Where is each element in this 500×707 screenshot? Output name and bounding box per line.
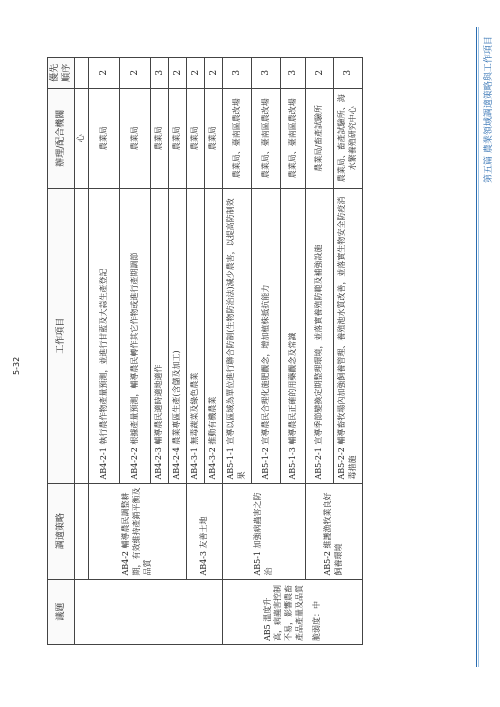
- task-cell: [75, 188, 89, 483]
- task-cell: AB5-2-2 輔導畜牧場內加強飼養管理、養殖池水質改善，並落實生物安全防疫消毒措施: [334, 188, 363, 483]
- table-row: [223, 58, 252, 645]
- priority-cell: 2: [187, 58, 205, 89]
- col-header-issue: 議題: [48, 579, 75, 644]
- task-cell: AB5-1-3 輔導農民正確的用藥觀念及常識: [281, 188, 306, 483]
- strategy-cell: AB4-2 輔導農民調整耕期，有效維持產銷平衡及品質: [89, 483, 187, 579]
- agency-cell: 農業局、臺南區農改場: [252, 88, 281, 188]
- priority-cell: 3: [281, 58, 306, 89]
- agency-cell: 農業局: [187, 88, 205, 188]
- agency-cell: 農業局、臺南區農改場: [223, 88, 252, 188]
- strategy-table: [47, 57, 363, 645]
- col-header-task: 工作項目: [48, 188, 75, 483]
- table-row: [75, 58, 89, 645]
- task-cell: AB4-2-4 農業專區生產(含儲及加工): [169, 188, 187, 483]
- col-header-agency: 辦理/配合機關: [48, 88, 75, 188]
- task-cell: AB4-2-2 根據產量預測，輔導農民轉作其它作物或進行產期調節: [120, 188, 151, 483]
- agency-cell: 農業局、臺南區農改場: [281, 88, 306, 188]
- priority-cell: 3: [252, 58, 281, 89]
- task-cell: AB5-2-1 宣導季節變換定期整理環境，並落實養殖防範及補強設施: [306, 188, 334, 483]
- task-cell: AB4-3-1 無毒蔬菜及綠色農業: [187, 188, 205, 483]
- agency-cell: 農業局: [89, 88, 120, 188]
- task-cell: AB4-2-1 執行農作物產量預測，並進行甘藍及大蒜生產登記: [89, 188, 120, 483]
- table-header-row: [48, 58, 75, 645]
- task-cell: AB4-3-2 推動有機農業: [205, 188, 223, 483]
- header-rule: [476, 27, 477, 667]
- header-rule-secondary: [478, 27, 479, 667]
- task-cell: AB5-1-1 宣導以區域為單位進行聯合防制(生物防治法)減少農害，以提高防制效果: [223, 188, 252, 483]
- priority-cell: 2: [120, 58, 151, 89]
- running-header-title: 第五篇 農業領域調適策略與工作項目: [484, 36, 494, 183]
- issue-cell: [223, 579, 363, 644]
- priority-cell: 3: [334, 58, 363, 89]
- agency-cell: 心: [75, 88, 89, 188]
- col-header-strategy: 調適策略: [48, 483, 75, 579]
- priority-cell: 2: [89, 58, 120, 89]
- strategy-cell: [75, 483, 89, 579]
- priority-cell: 2: [169, 58, 187, 89]
- priority-cell: 3: [151, 58, 169, 89]
- priority-cell: 3: [223, 58, 252, 89]
- agency-cell: 農業局: [169, 88, 187, 188]
- col-header-priority: 優先順序: [48, 58, 75, 89]
- strategy-cell: AB5-2 維護漁牧業良好飼養環境: [306, 483, 363, 579]
- agency-cell: 農業局、畜產試驗所、海水繁養殖研究中心: [334, 88, 363, 188]
- page-number: 5-32: [12, 356, 21, 375]
- priority-cell: 2: [205, 58, 223, 89]
- agency-cell: 農業局: [120, 88, 151, 188]
- task-cell: AB5-1-2 宣導農民合理化施肥觀念，增加植株抵抗能力: [252, 188, 281, 483]
- task-cell: AB4-2-3 輔導農民適時適地適作: [151, 188, 169, 483]
- issue-cell-continued: [75, 579, 223, 644]
- priority-cell: [75, 58, 89, 89]
- agency-cell: 農業局: [205, 88, 223, 188]
- table-row: [89, 58, 120, 645]
- issue-text: AB5 溫度升高，病蟲害控制不易，影響農畜產品產量及品質: [262, 585, 304, 641]
- priority-cell: 2: [306, 58, 334, 89]
- agency-cell: 農業局/畜產試驗所: [306, 88, 334, 188]
- strategy-cell: AB5-1 加強病蟲害之防治: [223, 483, 306, 579]
- strategy-cell: AB4-3 友善土地: [187, 483, 223, 579]
- vulnerability-text: 脆弱度：中: [311, 601, 321, 641]
- agency-cell: 農業局: [151, 88, 169, 188]
- table-row: [306, 58, 334, 645]
- table-row: [187, 58, 205, 645]
